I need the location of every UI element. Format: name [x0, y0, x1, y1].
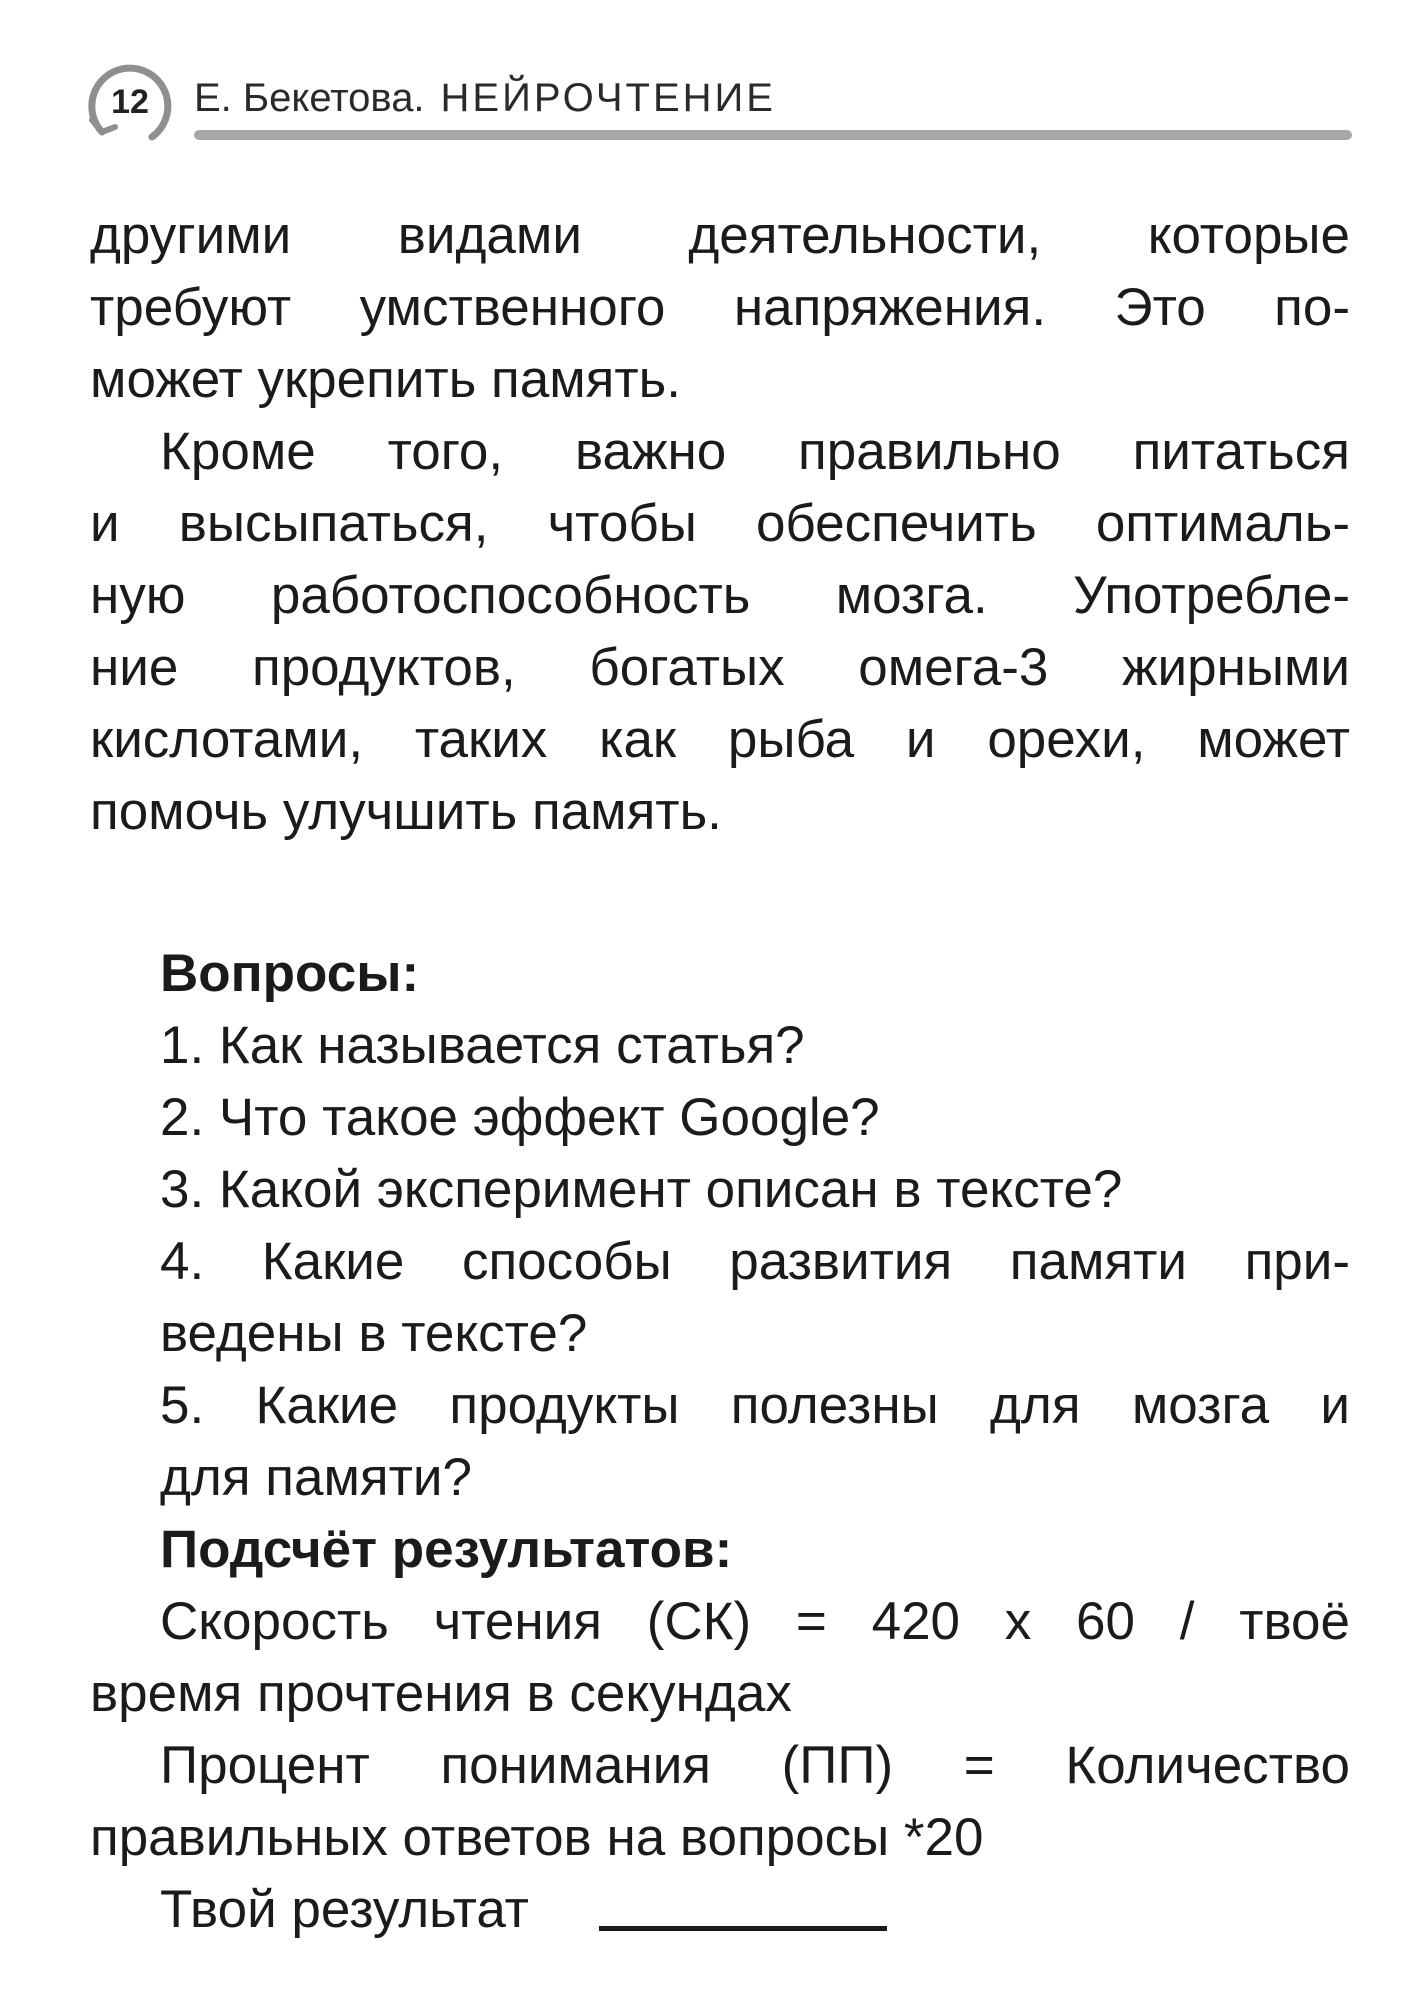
- questions-heading: Вопросы:: [160, 944, 420, 1003]
- question-item: 4. Какие способы развития памяти при-: [160, 1232, 1350, 1291]
- question-item: 1. Как называется статья?: [160, 1016, 805, 1075]
- question-item: 2. Что такое эффект Google?: [160, 1088, 880, 1147]
- results-heading: Подсчёт результатов:: [160, 1520, 733, 1579]
- formula-line: правильных ответов на вопросы *20: [90, 1808, 984, 1867]
- author-name: Е. Бекетова.: [194, 76, 425, 120]
- result-answer-blank: [599, 1926, 887, 1931]
- text-line: другими видами деятельности, которые: [90, 206, 1350, 265]
- text-line: требуют умственного напряжения. Это по-: [90, 278, 1350, 337]
- page-body: [90, 200, 1350, 1946]
- text-line: помочь улучшить память.: [90, 782, 722, 841]
- question-item: 3. Какой эксперимент описан в тексте?: [160, 1160, 1123, 1219]
- text-line: ную работоспособность мозга. Употребле-: [90, 566, 1350, 625]
- page-number: 12: [111, 83, 149, 121]
- question-item: ведены в тексте?: [160, 1304, 588, 1363]
- book-title: НЕЙРОЧТЕНИЕ: [440, 76, 776, 120]
- question-item: для памяти?: [160, 1448, 472, 1507]
- formula-line: Скорость чтения (СК) = 420 х 60 / твоё: [160, 1592, 1350, 1651]
- formula-line: время прочтения в секундах: [90, 1664, 792, 1723]
- text-line: ние продуктов, богатых омега-3 жирными: [90, 638, 1350, 697]
- header-divider: [194, 130, 1352, 140]
- page-number-badge: [82, 54, 178, 150]
- running-header: [82, 50, 1352, 150]
- question-item: 5. Какие продукты полезны для мозга и: [160, 1376, 1350, 1435]
- running-title: [194, 76, 776, 121]
- text-line: Кроме того, важно правильно питаться: [160, 422, 1350, 481]
- text-line: может укрепить память.: [90, 350, 681, 409]
- your-result-row: [90, 1874, 1350, 1946]
- your-result-label: Твой результат: [160, 1880, 529, 1939]
- text-line: кислотами, таких как рыба и орехи, может: [90, 710, 1350, 769]
- section-spacer: [90, 848, 1350, 938]
- text-line: и высыпаться, чтобы обеспечить оптималь-: [90, 494, 1350, 553]
- formula-line: Процент понимания (ПП) = Количество: [160, 1736, 1350, 1795]
